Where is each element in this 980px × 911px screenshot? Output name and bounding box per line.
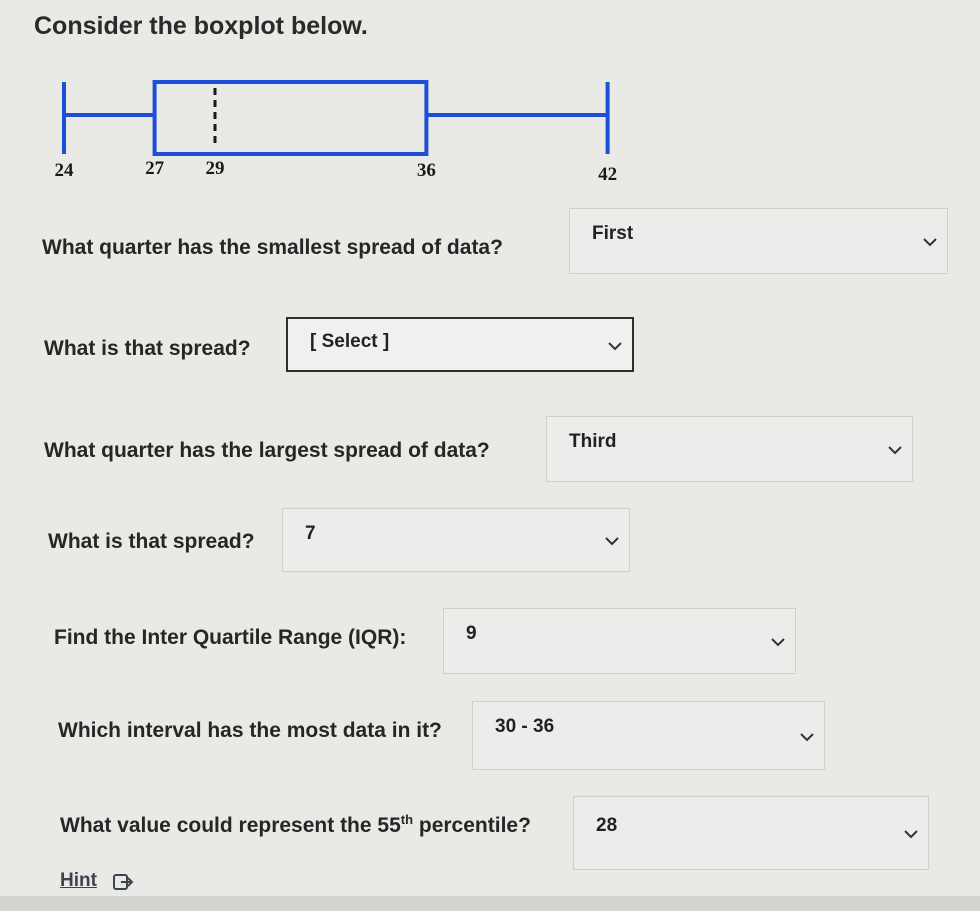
select-55th-percentile[interactable] [573, 796, 929, 870]
boxplot-tick-label: 42 [598, 164, 618, 185]
chevron-down-icon [771, 638, 785, 647]
select-value: 30 - 36 [495, 716, 555, 737]
question-iqr: Find the Inter Quartile Range (IQR): [54, 626, 407, 649]
select-largest-spread-value[interactable] [282, 508, 630, 572]
hint-link[interactable]: Hint [60, 870, 97, 891]
chevron-down-icon [888, 446, 902, 455]
select-value: 7 [305, 523, 316, 544]
question-smallest-spread-value: What is that spread? [44, 337, 251, 360]
question-55th-percentile: What value could represent the 55th percentile? [60, 812, 531, 837]
boxplot-box [155, 82, 427, 154]
question-smallest-spread-quarter: What quarter has the smallest spread of data? [42, 236, 503, 259]
select-value: Third [569, 431, 617, 452]
select-value: 28 [596, 815, 618, 836]
boxplot-tick-label: 36 [416, 160, 436, 181]
chevron-down-icon [904, 830, 918, 839]
boxplot-tick-label: 27 [145, 158, 165, 179]
select-value: 9 [466, 623, 477, 644]
select-interval-most-data[interactable] [472, 701, 825, 770]
chevron-down-icon [605, 537, 619, 546]
question-largest-spread-quarter: What quarter has the largest spread of data? [44, 439, 490, 462]
chevron-down-icon [923, 238, 937, 247]
boxplot-tick-label: 24 [54, 160, 74, 181]
page-title: Consider the boxplot below. [34, 12, 368, 40]
boxplot [0, 70, 700, 190]
select-value: [ Select ] [310, 331, 390, 352]
select-smallest-spread-value[interactable] [286, 317, 634, 372]
chevron-down-icon [608, 342, 622, 351]
boxplot-tick-label: 29 [205, 158, 225, 179]
question-largest-spread-value: What is that spread? [48, 530, 255, 553]
select-largest-spread-quarter[interactable] [546, 416, 913, 482]
select-smallest-spread-quarter[interactable] [569, 208, 948, 274]
external-link-icon[interactable] [112, 872, 134, 892]
question-interval-most-data: Which interval has the most data in it? [58, 719, 442, 742]
chevron-down-icon [800, 733, 814, 742]
footer-bar [0, 896, 980, 911]
select-iqr[interactable] [443, 608, 796, 674]
select-value: First [592, 223, 634, 244]
